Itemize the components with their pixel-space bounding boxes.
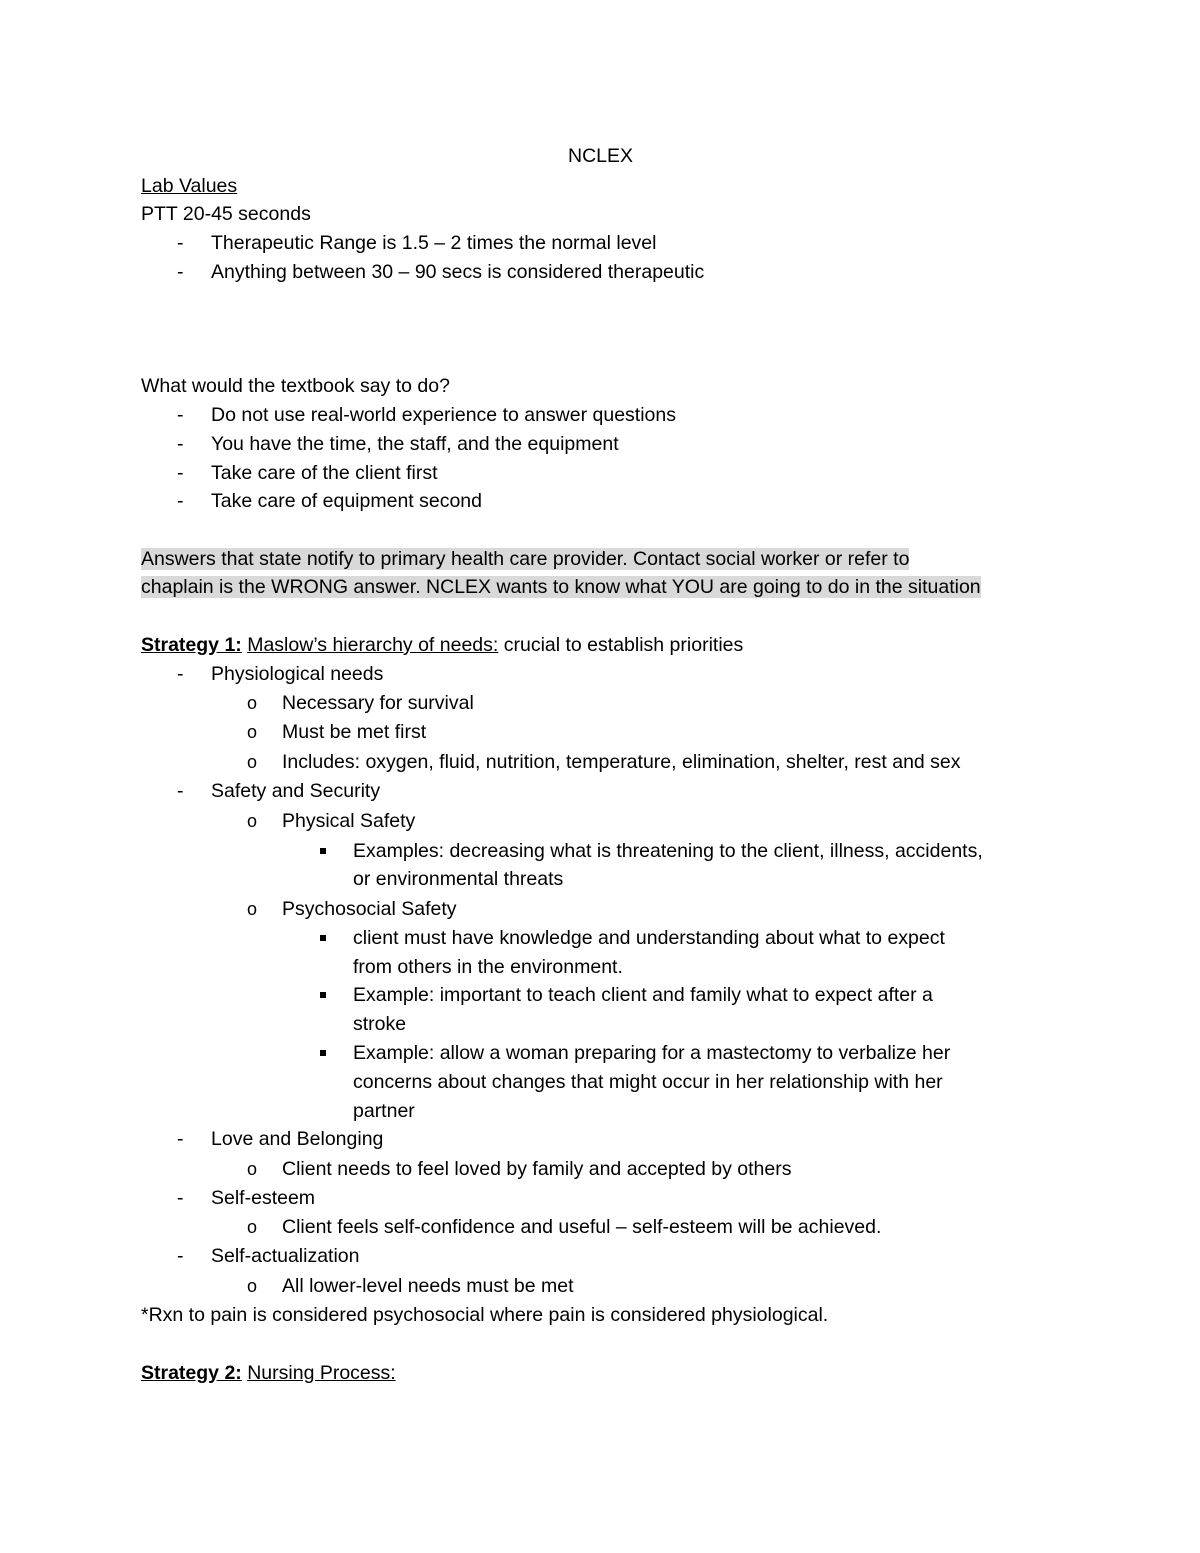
highlighted-note-line-1: Answers that state notify to primary health care provider. Contact social worker or refer to [141,548,910,570]
dash-marker: - [177,261,184,283]
dash-marker: - [177,780,184,802]
strategy-2-heading: Strategy 2: Nursing Process: [141,1362,396,1384]
document-page: NCLEX Lab Values PTT 20-45 seconds - Therapeutic Range is 1.5 – 2 times the normal level - Anything between 30 – 90 secs is considered therapeutic What would the textbook say to do? - Do not use real-world experience to answer questions - You have the time, the staff, and the equipment - Take care of the client first - Take care of equipment second Answers that state notify to primary health care provider. Contact social worker or refer to chaplain is the WRONG answer. NCLEX wants to know what YOU are going to do in the situation Strategy 1: Maslow’s hierarchy of needs: crucial to establish priorities - Physiological needs o Necessary for survival o Must be met first o Includes: oxygen, fluid, nutrition, temperature, elimination, shelter, rest and sex - Safety and Security o Physical Safety Examples: decreasing what is threatening to the client, illness, accidents, or environmental threats o Psychosocial Safety client must have knowledge and understanding about what to expect from others in the environment. Example: important to teach client and family what to expect after a stroke Example: allow a woman preparing for a mastectomy to verbalize her concerns about changes that might occur in her relationship with her partner - Love and Belonging o Client needs to feel loved by family and accepted by others - Self-esteem o Client feels self-confidence and useful – self-esteem will be achieved. - Self-actualization o All lower-level needs must be met *Rxn to pain is considered psychosocial where pain is considered physiological. Strategy 2: Nursing Process: [0,0,1200,1553]
circle-bullet: o [247,1217,258,1237]
list-item-continued: stroke [353,1013,407,1035]
list-item-continued: from others in the environment. [353,956,623,978]
strategy-1-heading: Strategy 1: Maslow’s hierarchy of needs: crucial to establish priorities [141,634,744,656]
page-title: NCLEX [568,145,634,167]
dash-marker: - [177,1128,184,1150]
dash-marker: - [177,1245,184,1267]
list-item-continued: concerns about changes that might occur in her relationship with her [353,1071,943,1093]
dash-marker: - [177,490,184,512]
circle-bullet: o [247,1276,258,1296]
list-item-continued: partner [353,1100,415,1122]
dash-marker: - [177,462,184,484]
dash-marker: - [177,404,184,426]
dash-marker: - [177,1187,184,1209]
dash-marker: - [177,663,184,685]
textbook-question: What would the textbook say to do? [141,375,450,397]
circle-bullet: o [247,693,258,713]
ptt-line: PTT 20-45 seconds [141,203,311,225]
circle-bullet: o [247,752,258,772]
circle-bullet: o [247,899,258,919]
lab-values-heading: Lab Values [141,175,238,197]
circle-bullet: o [247,811,258,831]
circle-bullet: o [247,722,258,742]
list-item-continued: or environmental threats [353,868,564,890]
highlighted-note-line-2: chaplain is the WRONG answer. NCLEX wants to know what YOU are going to do in the situation [141,576,981,598]
circle-bullet: o [247,1159,258,1179]
dash-marker: - [177,232,184,254]
pain-note: *Rxn to pain is considered psychosocial where pain is considered physiological. [141,1304,829,1326]
dash-marker: - [177,433,184,455]
